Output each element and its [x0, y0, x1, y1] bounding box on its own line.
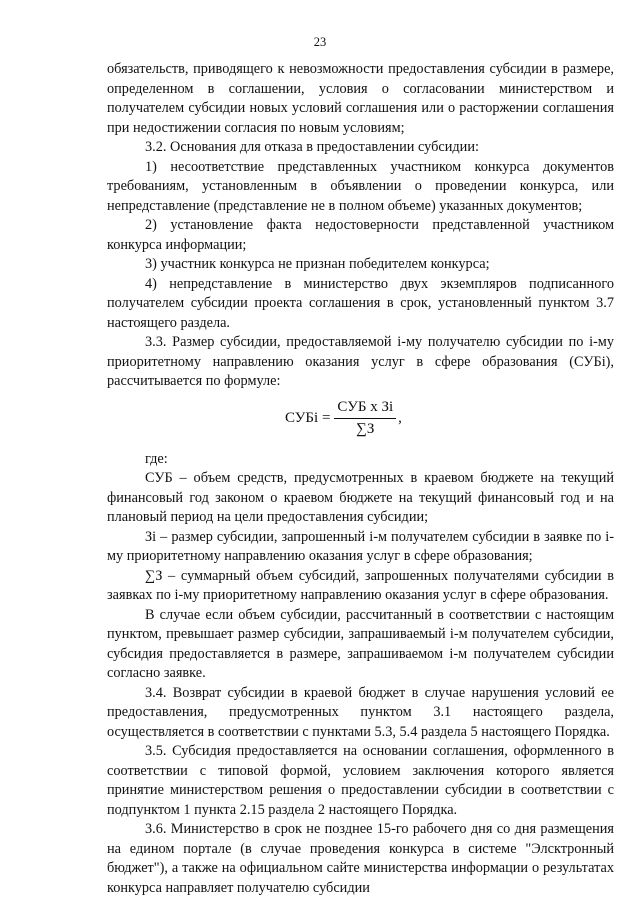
list-item-1: 1) несоответствие представленных участником конкурса документов требованиям, установленным в объявлении о проведении конкурса, или непредставление (представление не в полном объеме) указанных документов; — [107, 158, 614, 214]
page-number: 23 — [313, 35, 327, 49]
formula-fraction — [334, 398, 396, 440]
definition-sub: СУБ – объем средств, предусмотренных в краевом бюджете на текущий финансовый год законом о краевом бюджете на текущий финансовый год и на плановый период на цели предоставления субсидии; — [107, 470, 614, 525]
paragraph-3-5: 3.5. Субсидия предоставляется на основании соглашения, оформленного в соответствии с типовой формой, условием заключения которого является принятие министерством решения о предоставлении субсидии в соответствии с подпунктом 1 пункта 2.15 раздела 2 настоящего Порядка. — [107, 743, 614, 818]
document-body — [107, 60, 614, 898]
formula-lhs: СУБi = — [285, 409, 331, 426]
paragraph-3-6: 3.6. Министерство в срок не позднее 15-го рабочего дня со дня размещения на едином портале (в случае проведения конкурса в системе "Элсктронный бюджет"), а также на официальном сайте министерства информации о результатах конкурса направляет получателю субсидии — [107, 821, 614, 896]
paragraph-excess-case: В случае если объем субсидии, рассчитанный в соответствии с настоящим пунктом, превышает размер субсидии, запрашиваемый i-м получателем субсидии, субсидия предоставляется в размере, запрашиваемом i-м получателем субсидии согласно заявке. — [107, 606, 614, 681]
list-item-3: 3) участник конкурса не признан победителем конкурса; — [145, 256, 490, 272]
list-item-2: 2) установление факта недостоверности представленной участником конкурса информации; — [107, 217, 614, 253]
definition-sum-z: ∑З – суммарный объем субсидий, запрошенных получателями субсидии в заявках по i-му приоритетному направлению оказания услуг в сфере образования. — [107, 567, 614, 603]
formula-numerator: СУБ х Зi — [334, 398, 396, 420]
paragraph-3-3: 3.3. Размер субсидии, предоставляемой i-му получателю субсидии по i-му приоритетному направлению оказания услуг в сфере образования (СУБi), рассчитывается по формуле: — [107, 334, 614, 389]
definition-zi: Зi – размер субсидии, запрошенный i-м получателем субсидии в заявке по i-му приоритетному направлению оказания услуг в сфере образования; — [107, 528, 614, 564]
formula-block — [107, 392, 614, 450]
paragraph-3-2: 3.2. Основания для отказа в предоставлении субсидии: — [145, 139, 479, 155]
paragraph-continuation: обязательств, приводящего к невозможности предоставления субсидии в размере, определенном в соглашении, условия о согласовании министерством и получателем субсидии новых условий соглашения или о расторжении соглашения при недостижении согласия по новым условиям; — [107, 61, 614, 136]
paragraph-3-4: 3.4. Возврат субсидии в краевой бюджет в случае нарушения условий ее предоставления, предусмотренных пунктом 3.1 настоящего раздела, осуществляется в соответствии с пунктами 5.3, 5.4 раздела 5 настоящего Порядка. — [107, 684, 614, 740]
list-item-4: 4) непредставление в министерство двух экземпляров подписанного получателем субсидии проекта соглашения в срок, установленный пунктом 3.7 настоящего раздела. — [107, 275, 614, 331]
where-label: где: — [145, 450, 168, 467]
subsidy-formula — [285, 398, 402, 440]
formula-denominator: ∑З — [356, 421, 375, 437]
formula-tail: , — [398, 409, 402, 426]
